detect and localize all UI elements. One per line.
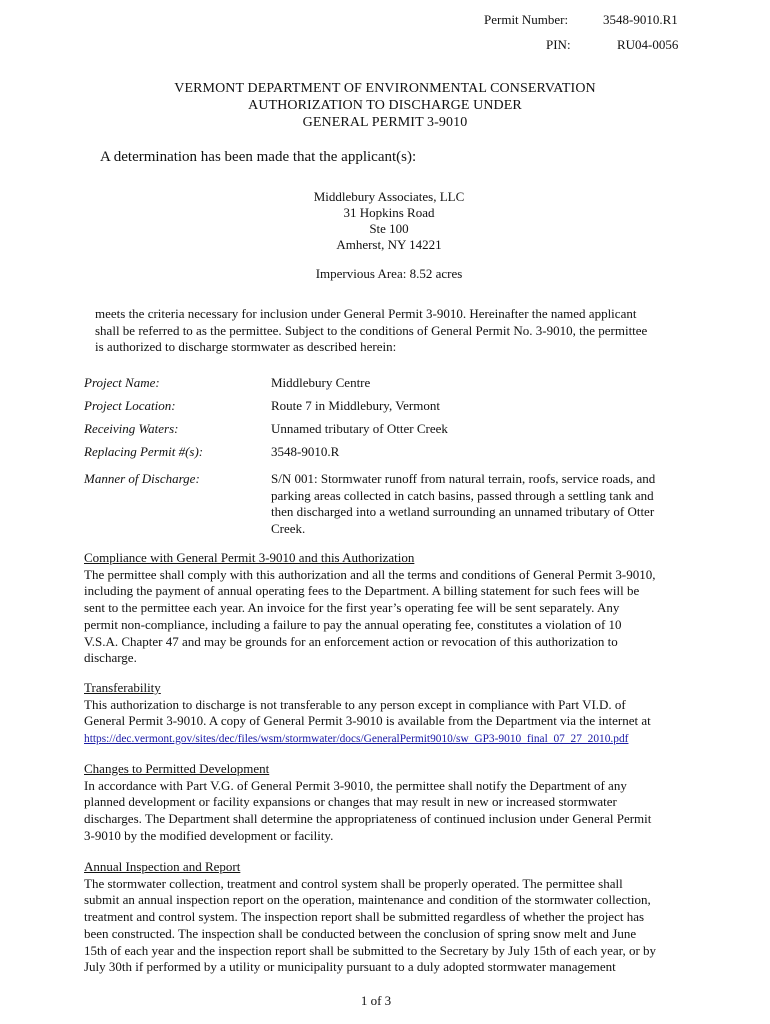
compliance-title: Compliance with General Permit 3-9010 and this Authorization <box>84 550 415 565</box>
replacing-permit-value: 3548-9010.R <box>271 444 340 459</box>
criteria-line: meets the criteria necessary for inclusion under General Permit 3-9010. Hereinafter the named applicant <box>95 306 637 321</box>
compliance-line: discharge. <box>84 650 137 666</box>
compliance-line: including the payment of annual operating fees to the Department. A billing statement for such fees will be <box>84 583 640 599</box>
applicant-name: Middlebury Associates, LLC <box>313 189 465 204</box>
compliance-section <box>84 550 724 667</box>
transferability-section <box>84 680 724 748</box>
project-location-value: Route 7 in Middlebury, Vermont <box>271 398 440 413</box>
determination-text: A determination has been made that the applicant(s): <box>100 149 417 165</box>
manner-of-discharge-value <box>271 471 691 538</box>
criteria-line: is authorized to discharge stormwater as described herein: <box>95 339 397 355</box>
permit-number-label: Permit Number: <box>484 12 569 27</box>
project-location-label: Project Location: <box>84 398 176 413</box>
manner-of-discharge-label: Manner of Discharge: <box>84 471 200 486</box>
title-general-permit: GENERAL PERMIT 3-9010 <box>302 115 468 130</box>
changes-line: planned development or facility expansions or changes that may result in new or increased stormwater <box>84 794 617 810</box>
replacing-permit-label: Replacing Permit #(s): <box>84 444 204 459</box>
title-agency: VERMONT DEPARTMENT OF ENVIRONMENTAL CONSERVATION <box>174 81 596 96</box>
title-authorization: AUTHORIZATION TO DISCHARGE UNDER <box>248 98 522 113</box>
changes-title: Changes to Permitted Development <box>84 761 270 776</box>
inspection-line: July 30th if performed by a utility or municipality pursuant to a duly adopted stormwater management <box>84 959 616 975</box>
inspection-title: Annual Inspection and Report <box>84 859 241 874</box>
manner-line: S/N 001: Stormwater runoff from natural terrain, roofs, service roads, and <box>271 471 656 486</box>
manner-line: parking areas collected in catch basins, passed through a settling tank and <box>271 487 654 503</box>
compliance-line: V.S.A. Chapter 47 and may be grounds for an enforcement action or revocation of this authorization to <box>84 633 618 649</box>
inspection-section <box>84 859 724 976</box>
inspection-line: treatment and control system. The inspection report shall be submitted regardless of whether the project has <box>84 909 645 925</box>
pin-label: PIN: <box>546 37 571 52</box>
project-name-label: Project Name: <box>84 375 160 390</box>
criteria-line: shall be referred to as the permittee. Subject to the conditions of General Permit No. 3-9010, the permittee <box>95 322 648 338</box>
manner-line: then discharged into a wetland surrounding an unnamed tributary of Otter <box>271 504 655 520</box>
compliance-line: The permittee shall comply with this authorization and all the terms and conditions of General Permit 3-9010, <box>84 566 656 582</box>
receiving-waters-label: Receiving Waters: <box>84 421 179 436</box>
inspection-line: submit an annual inspection report on the operation, maintenance and condition of the stormwater collection, <box>84 892 651 908</box>
inspection-line: 15th of each year and the inspection report shall be submitted to the Secretary by July 15th of each year, or by <box>84 942 657 958</box>
applicant-suite: Ste 100 <box>369 221 409 236</box>
transferability-title: Transferability <box>84 680 161 695</box>
changes-section <box>84 761 724 845</box>
changes-line: discharges. The Department shall determine the appropriateness of continued inclusion under General Permit <box>84 811 652 827</box>
inspection-line: been constructed. The inspection shall be conducted between the conclusion of spring snow melt and June <box>84 925 637 941</box>
page-number: 1 of 3 <box>360 993 392 1008</box>
pin-value: RU04-0056 <box>617 37 679 52</box>
impervious-area: Impervious Area: 8.52 acres <box>315 266 463 281</box>
compliance-line: sent to the permittee each year. An invoice for the first year’s operating fee will be sent separately. Any <box>84 600 620 616</box>
transferability-line: This authorization to discharge is not transferable to any person except in compliance with Part VI.D. of <box>84 696 626 712</box>
transferability-line: General Permit 3-9010. A copy of General Permit 3-9010 is available from the Department via the internet at <box>84 713 651 729</box>
inspection-line: The stormwater collection, treatment and control system shall be properly operated. The permittee shall <box>84 875 623 891</box>
general-permit-link[interactable]: https://dec.vermont.gov/sites/dec/files/wsm/stormwater/docs/GeneralPermit9010/sw_GP3-9010_final_07_27_2010.pdf <box>84 733 629 746</box>
criteria-paragraph <box>95 306 715 356</box>
permit-number-value: 3548-9010.R1 <box>603 12 678 27</box>
compliance-line: permit non-compliance, including a failure to pay the annual operating fee, constitutes a violation of 10 <box>84 616 622 632</box>
changes-line: In accordance with Part V.G. of General Permit 3-9010, the permittee shall notify the Department of any <box>84 777 627 793</box>
project-name-value: Middlebury Centre <box>271 375 371 390</box>
applicant-city: Amherst, NY 14221 <box>336 237 442 252</box>
changes-line: 3-9010 by the modified development or facility. <box>84 827 334 843</box>
manner-line: Creek. <box>271 521 306 537</box>
receiving-waters-value: Unnamed tributary of Otter Creek <box>271 421 448 436</box>
applicant-street: 31 Hopkins Road <box>343 205 435 220</box>
